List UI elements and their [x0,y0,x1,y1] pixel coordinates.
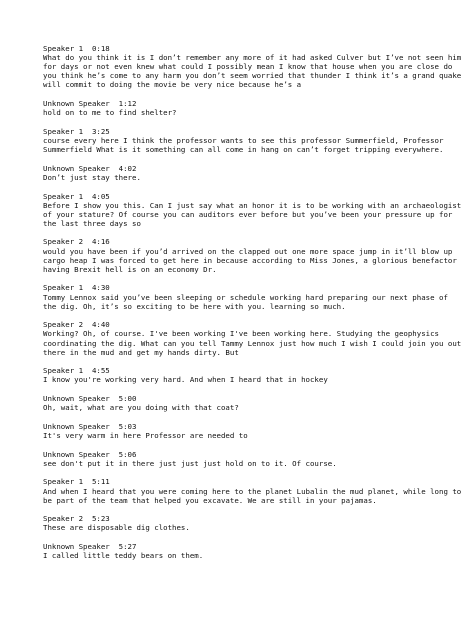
speaker-name: Speaker 1 [43,191,84,201]
utterance-text: Oh, wait, what are you doing with that coat? [43,403,239,413]
transcript-entry [43,366,463,384]
timestamp: 5:27 [118,542,137,552]
utterance-text: These are disposable dig clothes. [43,523,190,533]
speaker-name: Speaker 1 [43,283,84,293]
speaker-line [43,283,463,292]
utterance-text: course every here I think the professor wants to see this professor Summerfield, Professor Summerfield What is it something can all come in hang on can’t forget tripping everywhere. [43,135,444,155]
speaker-name: Speaker 2 [43,320,84,330]
speaker-name: Speaker 1 [43,44,84,53]
speaker-line [43,514,463,523]
utterance-text: hold on to me to find shelter? [43,108,177,118]
speaker-name: Unknown Speaker [43,421,110,431]
speaker-name: Unknown Speaker [43,542,110,552]
timestamp: 3:25 [91,126,110,136]
speaker-name: Unknown Speaker [43,449,110,459]
speaker-line [43,44,463,53]
speaker-name: Unknown Speaker [43,163,110,173]
speaker-line [43,477,463,486]
utterance-text: I called little teddy bears on them. [43,551,204,561]
speaker-name: Unknown Speaker [43,99,110,109]
timestamp: 5:23 [91,514,110,524]
transcript-entry [43,422,463,440]
speaker-line [43,450,463,459]
timestamp: 1:12 [118,99,137,109]
speaker-name: Speaker 2 [43,237,84,247]
speaker-line [43,394,463,403]
utterance-text: Don’t just stay there. [43,172,141,182]
speaker-line [43,192,463,201]
utterance-text: What do you think it is I don’t remember any more of it had asked Culver but I’ve not seen him for days or not even knew what could I possibly mean I know that house when you are close do you think he’s come to any harm you don’t seem worried that thunder I think it’s a grand quake will commit to doing the movie be very nice because he’s a [43,53,462,90]
speaker-name: Speaker 2 [43,514,84,524]
transcript-entry [43,127,463,154]
speaker-line [43,366,463,375]
utterance-text: And when I heard that you were coming here to the planet Lubalin the mud planet, while long to be part of the team that helped you excavate. We are still in your pajamas. [43,486,462,505]
transcript-entry [43,450,463,468]
utterance-text: It's very warm in here Professor are needed to [43,430,248,440]
speaker-line [43,127,463,136]
timestamp: 5:11 [91,477,110,487]
transcript-entry [43,283,463,310]
speaker-name: Speaker 1 [43,366,84,376]
transcript-entry [43,237,463,273]
speaker-line [43,237,463,246]
utterance-text: see don't put it in there just just just hold on to it. Of course. [43,458,337,468]
speaker-line [43,542,463,551]
timestamp: 4:30 [91,283,110,293]
speaker-name: Unknown Speaker [43,394,110,404]
transcript-body [43,44,463,570]
utterance-text: would you have been if you’d arrived on the clapped out one more space jump in it’ll blow up cargo heap I was forced to get here in because according to Miss Jones, a glorious benefactor having Brexit hell is on an economy Dr. [43,246,457,274]
timestamp: 5:03 [118,421,137,431]
transcript-entry [43,99,463,117]
utterance-text: Tommy Lennox said you’ve been sleeping or schedule working hard preparing our next phase of the dig. Oh, it’s so exciting to be here with you. learning so much. [43,292,448,311]
timestamp: 4:05 [91,191,110,201]
transcript-entry [43,394,463,412]
transcript-entry [43,164,463,182]
transcript-entry [43,542,463,560]
timestamp: 5:00 [118,394,137,404]
transcript-entry [43,477,463,504]
transcript-entry [43,514,463,532]
transcript-entry [43,320,463,356]
utterance-text: Working? Oh, of course. I've been working I've been working here. Studying the geophysics coordinating the dig. What can you tell Tammy Lennox just how much I wish I could join you out there in the mud and get my hands dirty. But [43,329,462,357]
speaker-line [43,422,463,431]
timestamp: 4:40 [91,320,110,330]
speaker-line [43,99,463,108]
transcript-entry [43,44,463,89]
timestamp: 5:06 [118,449,137,459]
timestamp: 4:02 [118,163,137,173]
transcript-entry [43,192,463,228]
utterance-text: I know you're working very hard. And when I heard that in hockey [43,375,328,385]
speaker-line [43,164,463,173]
speaker-name: Speaker 1 [43,477,84,487]
speaker-line [43,320,463,329]
speaker-name: Speaker 1 [43,126,84,136]
timestamp: 4:16 [91,237,110,247]
utterance-text: Before I show you this. Can I just say what an honor it is to be working with an archaeologist of your stature? Of course you can auditors ever before but you’ve been your pressure up for the last three days so [43,200,462,228]
timestamp: 4:55 [91,366,110,376]
timestamp: 0:18 [91,44,110,53]
